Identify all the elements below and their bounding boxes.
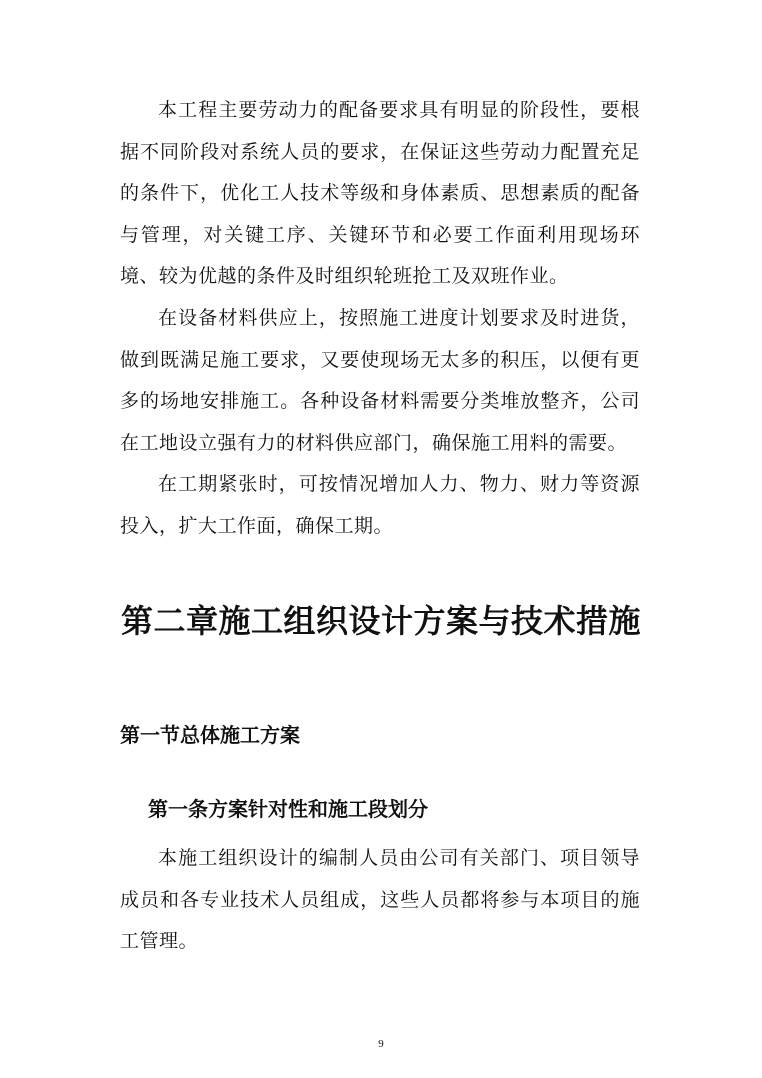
paragraph-schedule-resources: 在工期紧张时，可按情况增加人力、物力、财力等资源投入，扩大工作面，确保工期。 xyxy=(120,473,640,537)
page-number: 9 xyxy=(378,1038,384,1050)
article-title: 第一条方案针对性和施工段划分 xyxy=(148,797,428,821)
chapter-title: 第二章施工组织设计方案与技术措施 xyxy=(120,602,641,641)
paragraph-material-supply: 在设备材料供应上，按照施工进度计划要求及时进货，做到既满足施工要求，又要使现场无太多的积压，以便有更多的场地安排施工。各种设备材料需要分类堆放整齐，公司在工地设立强有力的材料供应部门，确保施工用料的需要。 xyxy=(120,307,640,454)
section-title: 第一节总体施工方案 xyxy=(120,722,300,747)
paragraph-design-team: 本施工组织设计的编制人员由公司有关部门、项目领导成员和各专业技术人员组成，这些人员都将参与本项目的施工管理。 xyxy=(120,847,640,952)
paragraph-labor-allocation: 本工程主要劳动力的配备要求具有明显的阶段性，要根据不同阶段对系统人员的要求，在保证这些劳动力配置充足的条件下，优化工人技术等级和身体素质、思想素质的配备与管理，对关键工序、关键环节和必要工作面利用现场环境、较为优越的条件及时组织轮班抢工及双班作业。 xyxy=(120,99,640,287)
